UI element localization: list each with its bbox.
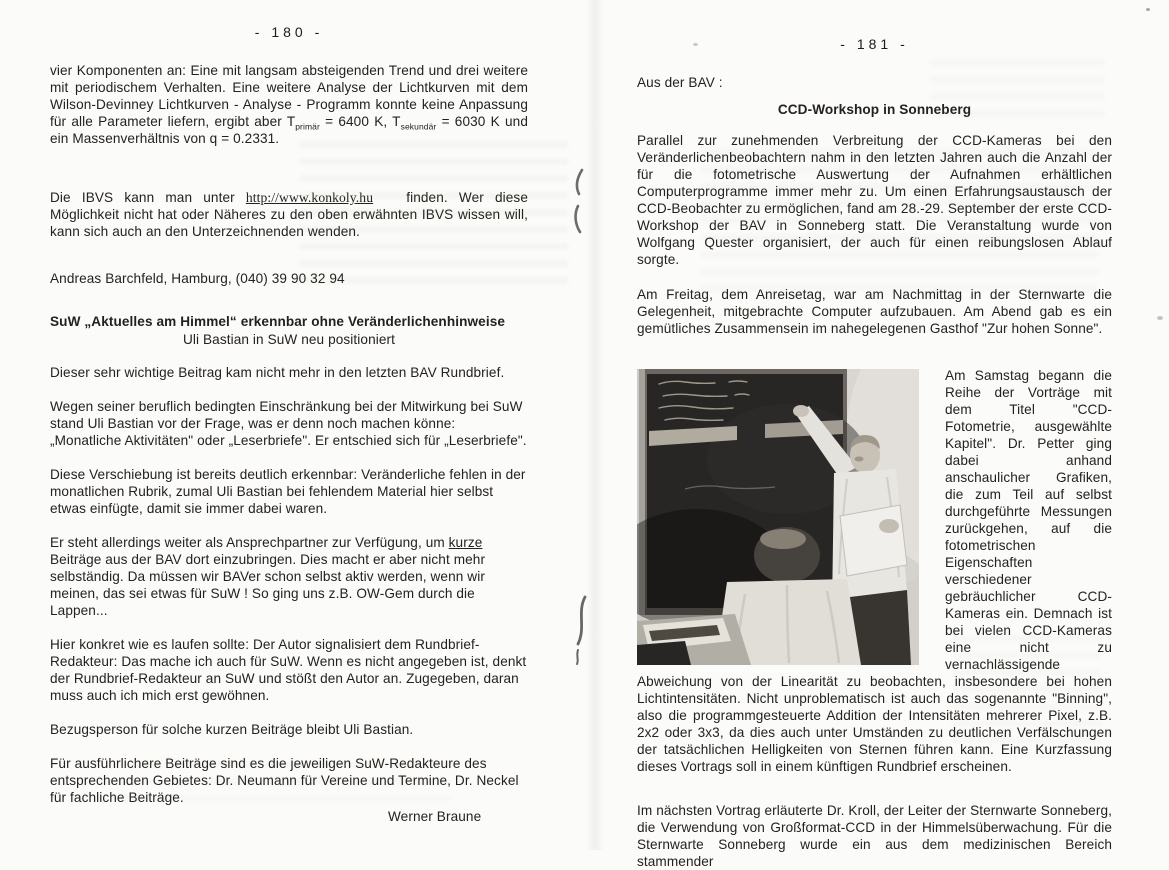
text-run: Am Samstag begann die Reihe der Vorträge mit dem Titel "CCD-Fotometrie, ausgewählte Kapitel". Dr. Petter ging dabei anhand anschaulicher Grafiken, die zum Teil auf selbst durchgeführte Messungen zurückgehen, auf die fotometrischen Eigenschaften verschiedener gebräuchlicher CCD-Kameras ein. Demnach ist bei vielen CCD-Kameras eine nicht zu vernachlässigende Abweichung von der Linearität zu beobachten, insbesondere bei hohen Lichtintensitäten. <box>637 368 1112 706</box>
workshop-photo <box>637 369 919 665</box>
article-heading-suw: SuW „Aktuelles am Himmel“ erkennbar ohne Veränderlichenhinweise <box>50 314 506 329</box>
text-run: = 6400 K, T <box>319 114 401 129</box>
photo-illustration <box>637 369 919 665</box>
text-run: finden. Wer diese Möglichkeit nicht hat oder Näheres zu den oben erwähnten IBVS wissen will, kann sich auch an den Unterzeichnenden wenden. <box>50 190 528 239</box>
paragraph-einschraenkung: Wegen seiner beruflich bedingten Einschränkung bei der Mitwirkung bei SuW stand Uli Bastian vor der Frage, was er denn noch machen könne: „Monatliche Aktivitäten" oder „Leserbriefe". Er entschied sich für „Leserbriefe". <box>50 399 527 448</box>
article-subheading-suw: Uli Bastian in SuW neu positioniert <box>182 332 396 347</box>
gutter-ink-mark <box>571 168 587 236</box>
section-kicker-aus-der-bav: Aus der BAV : <box>637 75 723 90</box>
scan-speck <box>1157 316 1163 320</box>
paragraph-ibvs <box>50 189 528 240</box>
paragraph-verschiebung: Diese Verschiebung ist bereits deutlich erkennbar: Veränderliche fehlen in der monatlichen Rubrik, zumal Uli Bastian bei fehlendem Material hier selbst etwas einfügte, damit sie immer dabei waren. <box>50 467 526 516</box>
text-run: = 6030 K und ein Massenverhältnis von q = 0.2331. <box>50 114 528 146</box>
subscript-sekundaer: sekundär <box>400 121 437 132</box>
contact-line: Andreas Barchfeld, Hamburg, (040) 39 90 32 94 <box>50 271 345 286</box>
page-180 <box>50 24 528 825</box>
page-number-181: - 181 - <box>840 36 909 52</box>
page-gutter-shadow <box>586 0 604 850</box>
paragraph-beitrag: Dieser sehr wichtige Beitrag kam nicht mehr in den letzten BAV Rundbrief. <box>50 365 505 380</box>
text-run: Er steht allerdings weiter als Ansprechpartner zur Verfügung, um <box>50 535 449 550</box>
signature-werner-braune: Werner Braune <box>388 809 482 824</box>
paragraph-verbreitung: Parallel zur zunehmenden Verbreitung der CCD-Kameras bei den Veränderlichenbeobachtern nahm in den letzten Jahren auch die Anzahl der für die fotometrische Auswertung der Aufnahmen erhältlichen Computerprogramme immer mehr zu. Um einen Erfahrungsaustausch der CCD-Beobachter zu ermöglichen, fand am 28.-29. September der erste CCD-Workshop der BAV in Sonneberg statt. Die Veranstaltung wurde von Wolfgang Quester organisiert, der auch für einen reibungslosen Ablauf sorgte. <box>637 133 1112 267</box>
paragraph-bezugsperson: Bezugsperson für solche kurzen Beiträge bleibt Uli Bastian. <box>50 722 414 737</box>
konkoly-url: http://www.konkoly.hu <box>245 190 374 205</box>
text-run: Nicht unproblematisch ist auch das sogenannte "Binning", also die programmgesteuerte Addition der Intensitäten mehrerer Pixel, z.B. 2x2 oder 3x3, da dies auch unter Umständen zu deutlichen Verfälschungen der tatsächlichen Helligkeiten von Sternen führen kann. Eine Kurzfassung dieses Vortrags soll in einem künftigen Rundbrief erscheinen. <box>637 691 1112 774</box>
paragraph-kroll-vortrag: Im nächsten Vortrag erläuterte Dr. Kroll, der Leiter der Sternwarte Sonneberg, die Verwendung von Großformat-CCD in der Himmelsüberwachung. Für die Sternwarte Sonneberg wurde ein aus dem medizinischen Bereich stammender <box>637 803 1112 869</box>
text-run: vier Komponenten an: Eine mit langsam absteigenden Trend und drei weitere mit periodischem Verhalten. Eine weitere Analyse der Lichtkurven mit dem Wilson-Devinney Lichtkurven - Analyse - Programm konnte keine Anpassung für alle Parameter liefern, ergibt aber T <box>50 63 528 129</box>
page-181 <box>637 36 1112 870</box>
paragraph-ablauf: Hier konkret wie es laufen sollte: Der Autor signalisiert dem Rundbrief-Redakteur: Das mache ich auch für SuW. Wenn es nicht angegeben ist, denkt der Rundbrief-Redakteur an SuW und stößt den Autor an. Zugegeben, daran muss auch ich mich erst gewöhnen. <box>50 637 527 703</box>
page-number-180: - 180 - <box>254 24 324 40</box>
gutter-ink-mark <box>572 594 590 666</box>
paragraph-lightcurve-analysis <box>50 62 528 147</box>
paragraph-ansprechpartner <box>50 534 528 619</box>
underlined-word-kurze: kurze <box>448 535 483 550</box>
subscript-primaer: primär <box>295 121 320 132</box>
text-run: Beiträge aus der BAV dort einzubringen. Dies macht er aber nicht mehr selbständig. Da müssen wir BAVer schon selbst aktiv werden, wenn wir meinen, das sei etwas für SuW ! So ging uns z.B. OW-Gem durch die Lappen... <box>50 552 486 618</box>
text-run: Die IBVS kann man unter <box>50 190 246 205</box>
article-heading-ccd-workshop: CCD-Workshop in Sonneberg <box>777 102 972 117</box>
scan-speck <box>1146 8 1150 11</box>
paragraph-redakteure: Für ausführlichere Beiträge sind es die jeweiligen SuW-Redakteure des entsprechenden Gebietes: Dr. Neumann für Vereine und Termine, Dr. Neckel für fachliche Beiträge. <box>50 756 519 805</box>
paragraph-freitag: Am Freitag, dem Anreisetag, war am Nachmittag in der Sternwarte die Gelegenheit, mitgebrachte Computer aufzubauen. Am Abend gab es ein gemütliches Zusammensein im nahegelegenen Gasthof "Zur hohen Sonne". <box>637 287 1112 336</box>
photo-and-text-block <box>637 367 1112 802</box>
